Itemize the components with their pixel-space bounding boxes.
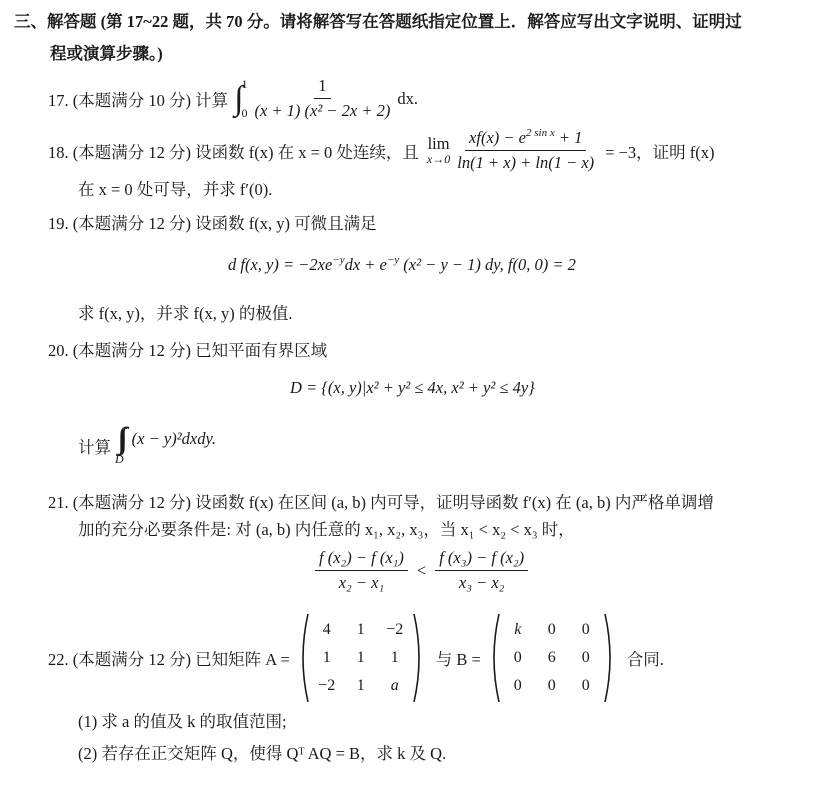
q18-label: 18. (本题满分 12 分) 设函数 f(x) 在 x = 0 处连续，且	[48, 142, 419, 162]
matrix-cell: 0	[581, 621, 590, 638]
q17-lower-limit: 0	[241, 105, 248, 120]
q22-part1: (1) 求 a 的值及 k 的取值范围;	[78, 712, 287, 731]
matrix-cell: 0	[581, 649, 590, 666]
matrix-cell: 0	[513, 677, 522, 694]
matrix-cell: 1	[390, 649, 399, 666]
q17-tail: dx.	[397, 88, 419, 108]
q19-line3: 求 f(x, y)，并求 f(x, y) 的极值.	[78, 304, 293, 323]
question-22	[48, 612, 664, 704]
q21-fraction-1: $\frac{\text{f (x₂) − f (x₁)}}{\text{x₂ − x₁}}$	[315, 548, 408, 593]
question-18	[48, 128, 715, 173]
q18-limit: lim x→0	[426, 133, 451, 166]
q19-label: 19. (本题满分 12 分) 设函数 f(x, y) 可微且满足	[48, 214, 377, 233]
q22-label: 22. (本题满分 12 分) 已知矩阵 A =	[48, 650, 290, 669]
matrix-cell: 4	[322, 621, 331, 638]
section-header-line2: 程或演算步骤。)	[50, 44, 163, 63]
matrix-cell: 0	[513, 649, 522, 666]
q17-numerator: 1	[314, 76, 330, 99]
matrix-cell: 1	[322, 649, 331, 666]
q21-line1: 21. (本题满分 12 分) 设函数 f(x) 在区间 (a, b) 内可导，证明导函数 f′(x) 在 (a, b) 内严格单调增	[48, 493, 714, 512]
matrix-cell: a	[390, 677, 399, 694]
right-paren-icon	[603, 612, 617, 704]
q18-numerator: xf(x) − e	[469, 128, 526, 147]
matrix-cell: 0	[547, 621, 556, 638]
matrix-cell: −2	[386, 621, 404, 638]
q18-line2: 在 x = 0 处可导，并求 f′(0).	[78, 180, 273, 199]
q17-label: 17. (本题满分 10 分) 计算	[48, 90, 229, 110]
q18-fraction: $\frac{xf(x) - e^{2 sin x} + 1}{\ln(1 + x) + \ln(1 - x)}$	[453, 128, 598, 173]
section-header-line1: 三、解答题 (第 17~22 题，共 70 分。请将解答写在答题纸指定位置上．解答应写出文字说明、证明过	[14, 12, 742, 31]
matrix-cell: 1	[356, 677, 365, 694]
q17-fraction	[250, 76, 394, 121]
q20-region: D = {(x, y)|x² + y² ≤ 4x, x² + y² ≤ 4y}	[290, 378, 535, 397]
q20-integrand: (x − y)²dxdy.	[131, 428, 217, 448]
integral-sign: ∫	[234, 79, 244, 117]
matrix-cell: 1	[356, 621, 365, 638]
matrix-cell: 1	[356, 649, 365, 666]
matrix-a	[296, 612, 426, 704]
q20-label: 20. (本题满分 12 分) 已知平面有界区域	[48, 341, 328, 360]
matrix-cell: k	[514, 621, 522, 638]
q18-denominator: ln(1 + x) + ln(1 − x)	[457, 153, 595, 172]
q21-inequality: $\frac{\text{f (x₂) − f (x₁)}}{\text{x₂ − x₁}}$ < $\frac{\text{f (x₃) − f (x₂)}}{\text{x₃ − x₂}}$	[312, 548, 531, 593]
matrix-b	[487, 612, 617, 704]
q21-fraction-2: $\frac{\text{f (x₃) − f (x₂)}}{\text{x₃ − x₂}}$	[435, 548, 528, 593]
q20-domain: D	[115, 452, 124, 466]
q22-part2: (2) 若存在正交矩阵 Q，使得 Qᵀ AQ = B，求 k 及 Q.	[78, 744, 447, 763]
left-paren-icon	[296, 612, 310, 704]
q19-equation: d f(x, $y) = -2xe^{-y}dx + e^{-y}$ (x² − y − 1) dy, f(0, 0) = 2	[228, 254, 576, 274]
right-paren-icon	[412, 612, 426, 704]
question-17	[48, 76, 418, 121]
q22-after: 合同.	[626, 650, 664, 669]
matrix-cell: 0	[547, 677, 556, 694]
q21-line2: 加的充分必要条件是: 对 (a, b) 内任意的 x₁, x₂, x₃，当 x₁ < x₂ < x₃ 时，	[78, 520, 575, 539]
left-paren-icon	[487, 612, 501, 704]
q20-compute: 计算 D (x − y)²dxdy.	[78, 428, 217, 466]
matrix-cell: 6	[547, 649, 556, 666]
matrix-cell: 0	[581, 677, 590, 694]
q17-denominator: (x + 1) (x² − 2x + 2)	[254, 101, 391, 120]
q22-mid: 与 B =	[435, 650, 481, 669]
matrix-cell: −2	[318, 677, 336, 694]
q17-upper-limit: 1	[241, 76, 248, 91]
q18-after: = −3，证明 f(x)	[605, 142, 715, 162]
